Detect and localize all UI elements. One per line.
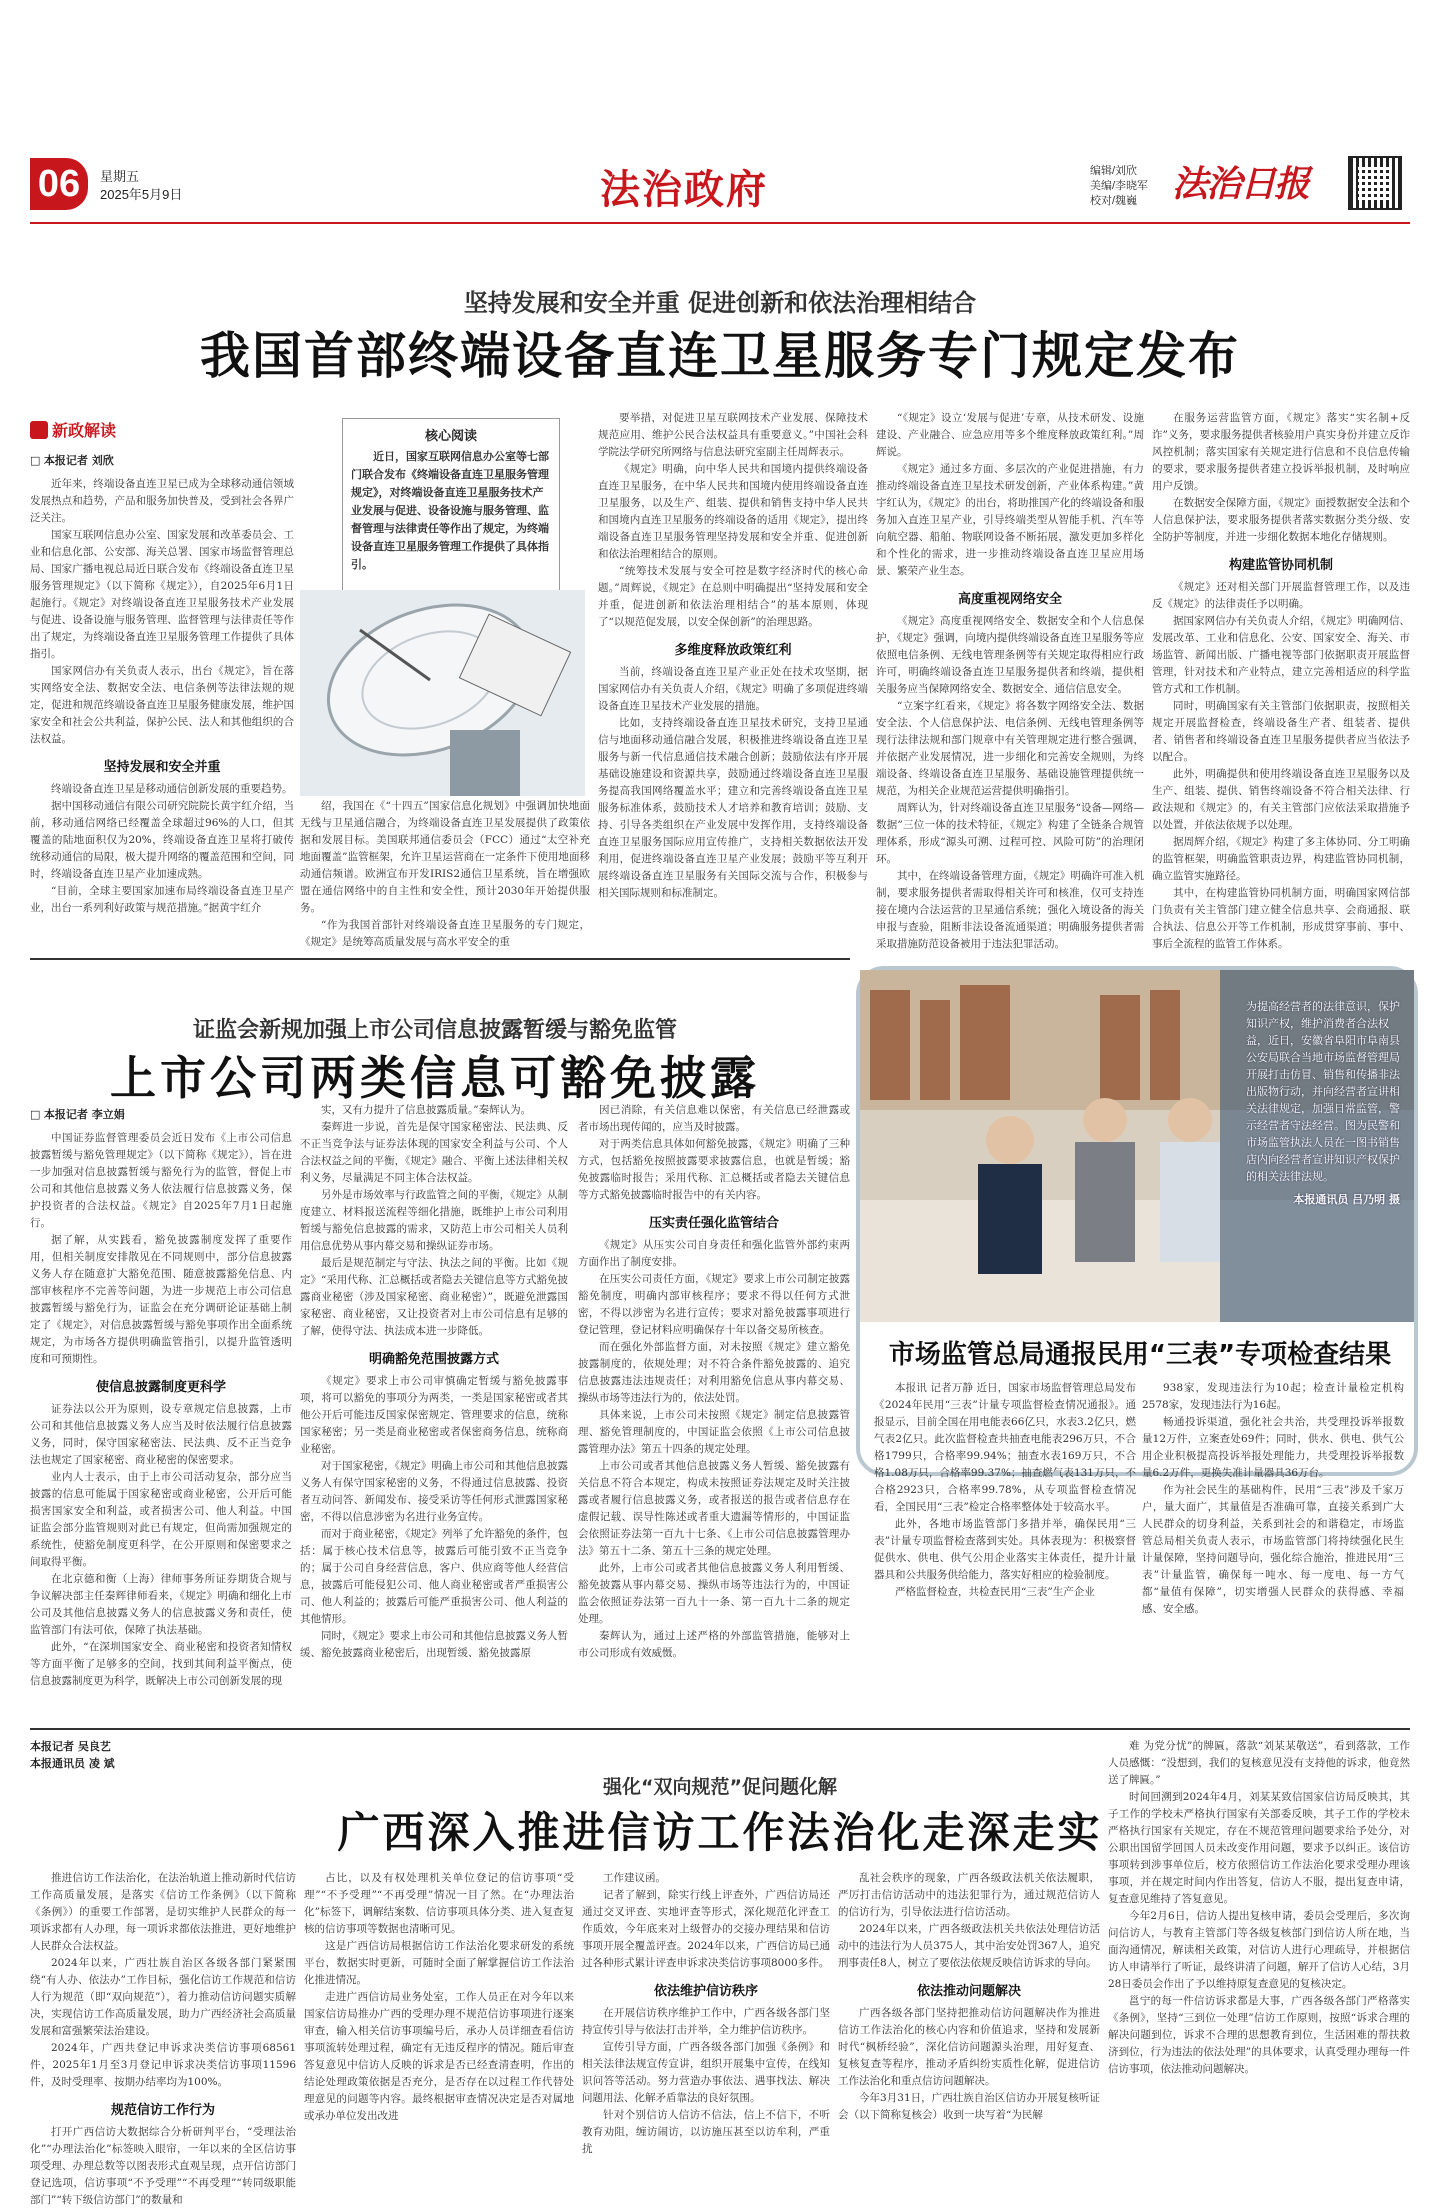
core-reading-title: 核心阅读 [424,429,477,444]
core-reading-text: 近日，国家互联网信息办公室等七部门联合发布《终端设备直连卫星服务管理规定》，对终端设备直连卫星服务技术产业发展与促进、设备设施与服务管理、监督管理与法律责任等作出了规定，为终端设备直连卫星服务管理工作提供了具体指引。 [351,450,549,571]
date: 2025年5月9日 [100,187,183,202]
article4-col3 [582,1870,830,2170]
paragraph: 严格监督检查，共检查民用“三表”生产企业 [895,1586,1095,1598]
paragraph: 在开展信访秩序维护工作中，广西各级各部门坚持宣传引导与依法打击并举，全力维护信访秩序。 [582,2007,830,2036]
paragraph: 在数据安全保障方面，《规定》面授数据安全法和个人信息保护法，要求服务提供者落实数据分类分级、安全防护等制度，并进一步细化数据本地化存储规则。 [1152,497,1410,543]
proofreader: 校对/魏巍 [1090,195,1138,207]
paragraph: 推进信访工作法治化，在法治轨道上推动新时代信访工作高质量发展，是落实《信访工作条例》（以下简称《条例》）的重要工作部署，是切实维护人民群众的每一项诉求都有人办理，每一项诉求都依法推进，更好地维护人民群众合法权益。 [30,1872,296,1952]
masthead-rule [30,222,1410,224]
paragraph: 针对个别信访人信访不信法，信上不信下，不听教育劝阻，缠访闹访，以访施压甚至以访牟利，严重扰 [582,2109,830,2155]
paragraph: 此外，各地市场监管部门多措并举，确保民用“三表”计量专项监督检查落到实处。具体表现为：积极察督促供水、供电、供气公用企业落实主体责任，提升计量器具和公共服务供给能力，落实好相应的检验制度。 [874,1518,1136,1581]
byline: □ 本报记者 李立娟 [30,1106,292,1122]
paragraph: 本报讯 记者万静 近日，国家市场监督管理总局发布《2024年民用“三表”计量专项监督检查情况通报》。通报显示，目前全国在用电能表66亿只，水表3.2亿只，燃气表2亿只。此次监督检查共抽查电能表296万只，不合格1799只，合格率99.94%；抽查水表169万只，不合格1.08万只，合格率99.37%；抽查燃气表131万只，不合格2923只，合格率99.78%，从专项监督检查情况看，全国民用“三表”检定合格率整体处于较高水平。 [874,1382,1136,1513]
paragraph: 近年来，终端设备直连卫星已成为全球移动通信领域发展热点和趋势，产品和服务加快普及，受到社会各界广泛关注。 [30,478,294,524]
paragraph: 上市公司或者其他信息披露义务人暂缓、豁免披露有关信息不符合本规定，构成未按照证券法规定及时关注披露或者履行信息披露义务，或者报送的报告或者信息存在虚假记载、误导性陈述或者重大遗漏等情形的，中国证监会依照证券法第一百九十七条、《上市公司信息披露管理办法》第五十二条、第五十三条的规定处理。 [578,1460,850,1557]
issue-date [100,168,182,204]
paragraph: 938家，发现违法行为10起；检查计量检定机构2578家，发现违法行为16起。 [1142,1382,1404,1411]
paragraph: 难 为党分忧”的牌匾，落款“刘某某敬送”，看到落款，工作人员感慨：“没想到，我们的复核意见没有支持他的诉求，他竟然送了牌匾。” [1108,1740,1410,1786]
column-label-icon [30,421,48,439]
paragraph: 秦辉认为，通过上述严格的外部监管措施，能够对上市公司形成有效威慑。 [578,1630,850,1659]
section-title: 法治政府 [600,167,768,213]
paragraph: 绍，我国在《“十四五”国家信息化规划》中强调加快地面无线与卫星通信融合，为终端设备直连卫星发展提供了政策依据和发展目标。美国联邦通信委员会（FCC）通过“太空补充地面覆盖”监管框架，允许卫星运营商在一定条件下使用地面移动通信频谱。欧洲宣布开发IRIS2通信卫星系统，旨在增强欧盟在通信网络中的自主性和安全性，预计2030年开始提供服务。 [300,800,590,914]
paragraph: 据周辉介绍，《规定》构建了多主体协同、分工明确的监管框架，明确监管职责边界，构建监管协同机制，确立监管实施路径。 [1152,836,1410,882]
paragraph: 宣传引导方面，广西各级各部门加强《条例》和相关法律法规宣传宣讲，组织开展集中宣传，在线知识问答等活动。努力营造办事依法、遇事找法、解决问题用法、化解矛盾靠法的良好氛围。 [582,2041,830,2104]
article2-col2 [300,1102,568,1722]
newspaper-logo: 法治日报 [1172,163,1309,205]
column-label: 新政解读 [30,418,116,441]
paragraph: 在北京德和衡（上海）律师事务所证券期货合规与争议解决部主任秦辉律师看来，《规定》明确和细化上市公司及其他信息披露义务人的信息披露义务和责任，使监管部门有法可依，保障了执法基础。 [30,1573,292,1636]
paragraph: 国家网信办有关负责人表示，出台《规定》，旨在落实网络安全法、数据安全法、电信条例等法律法规的规定，促进和规范终端设备直连卫星服务健康发展，维护国家安全和社会公共利益，保护公民、法人和其他组织的合法权益。 [30,665,294,745]
paragraph: 畅通投诉渠道，强化社会共治，共受理投诉举报数量12万件，立案查处69件；同时，供水、供电、供气公用企业积极提高投诉举报处理能力，共受理投诉举报数量6.2万件，更换失准计量器具36万台。 [1142,1416,1404,1479]
paragraph: 作为社会民生的基础构件，民用“三表”涉及千家万户，量大面广，其量值是否准确可靠，直接关系到广大人民群众的切身利益，关系到社会的和谐稳定，市场监管总局相关负责人表示，市场监管部门将持续强化民生计量保障，坚持问题导向，强化综合施治，推进民用“三表”计量监管，确保每一吨水、每一度电、每一方气都“量值有保障”，切实增强人民群众的获得感、幸福感、安全感。 [1142,1484,1404,1615]
article2-col1 [30,1102,292,1722]
article4-title: 广西深入推进信访工作法治化走深走实 [337,1808,1103,1857]
photo-credit: 本报通讯员 吕乃明 摄 [1293,1193,1400,1206]
subheading: 多维度释放政策红利 [674,643,792,658]
subheading: 规范信访工作行为 [110,2103,215,2118]
paragraph: 最后是规范制定与守法、执法之间的平衡。比如《规定》“采用代称、汇总概括或者隐去关键信息等方式豁免披露商业秘密（涉及国家秘密、商业秘密）”，既避免泄露国家秘密、商业秘密，又让投资者对上市公司信息有足够的了解，使得守法、执法成本进一步降低。 [300,1257,568,1337]
paragraph: 2024年以来，广西壮族自治区各级各部门紧紧围绕“有人办、依法办”工作目标，强化信访工作规范和信访人行为规范（即“双向规范”），着力推动信访问题实质解决，实现信访工作高质量发展，助力广西经济社会高质量发展和富强繁荣法治建设。 [30,1957,296,2037]
article2-subtitle: 证监会新规加强上市公司信息披露暂缓与豁免监管 [192,1018,677,1043]
paragraph: 《规定》明确，向中华人民共和国境内提供终端设备直连卫星服务，在中华人民共和国境内使用终端设备直连卫星服务，以及生产、组装、提供和销售支持中华人民共和国境内直连卫星服务的终端设备的适用《规定》，提出终端设备直连卫星服务管理坚持发展和安全并重、促进创新和依法治理相结合的原则。 [598,463,868,560]
paragraph: 占比，以及有权处理机关单位登记的信访事项“受理”“不予受理”“不再受理”情况一目了然。在“办理法治化”标签下，调解结案数、信访事项具体分类、进入复查复核的信访事项等数据也清晰可见。 [304,1872,574,1935]
paragraph: 打开广西信访大数据综合分析研判平台，“受理法治化”“办理法治化”标签映入眼帘，一年以来的全区信访事项受理、办理总数等以图表形式直观呈现，点开信访部门登记选项，信访事项“不予受理”“不再受理”“转同级职能部门”“转下级信访部门”的数量和 [30,2126,296,2206]
paragraph: 同时，《规定》要求上市公司和其他信息披露义务人暂缓、豁免披露商业秘密后，出现暂缓、豁免披露原 [300,1630,568,1659]
paragraph: 《规定》要求上市公司审慎确定暂缓与豁免披露事项，将可以豁免的事项分为两类，一类是国家秘密或者其他公开后可能违反国家保密规定、管理要求的信息，统称国家秘密；另一类是商业秘密或者保密商务信息，统称商业秘密。 [300,1375,568,1455]
article4-bylines [30,1738,115,1772]
subheading: 依法维护信访秩序 [653,1984,758,1999]
core-reading-box [342,418,560,616]
article1-title: 我国首部终端设备直连卫星服务专门规定发布 [200,327,1240,385]
article4-col4 [838,1870,1100,2170]
paragraph: “统筹技术发展与安全可控是数字经济时代的核心命题。”周辉说，《规定》在总则中明确提出“坚持发展和安全并重，促进创新和依法治理相结合”的基本原则，体现了“以规范促发展，以安全保创新”的治理思路。 [598,565,868,628]
subheading: 坚持发展和安全并重 [103,760,221,775]
designer: 美编/李晓军 [1090,180,1149,192]
paragraph: 对于两类信息具体如何豁免披露，《规定》明确了三种方式，包括豁免按照披露要求披露信息，也就是暂缓；豁免披露临时报告；采用代称、汇总概括或者隐去关键信息等方式豁免披露临时报告中的有关内容。 [578,1138,850,1201]
editor: 编辑/刘欣 [1090,165,1138,177]
paragraph: “目前，全球主要国家加速布局终端设备直连卫星产业，出台一系列利好政策与规范措施。”据黄宇红介 [30,885,294,914]
paragraph: 因已消除，有关信息难以保密，有关信息已经泄露或者市场出现传闻的，应当及时披露。 [578,1104,850,1133]
editor-credits [1090,164,1148,209]
article3-col1 [874,1380,1136,1598]
article4-col2 [304,1870,574,2170]
paragraph: 同时，明确国家有关主管部门依据职责，按照相关规定开展监督检查，终端设备生产者、组装者、提供者、销售者和终端设备直连卫星服务提供者应当依法予以配合。 [1152,700,1410,763]
paragraph: 比如，支持终端设备直连卫星技术研究，支持卫星通信与地面移动通信融合发展，积极推进终端设备直连卫星服务与新一代信息通信技术融合创新；鼓励依法有序开展基础设施建设和资源共享，鼓励通过终端设备直连卫星服务提高我国网络覆盖水平；建立和完善终端设备直连卫星服务标准体系，鼓励技术人才培养和教育培训；鼓励、支持、引导各类组织在产业发展中发挥作用，支持终端设备直连卫星服务国际应用宣传推广，支持相关数据依法开发利用，促进终端设备直连卫星产业发展；鼓励平等互利开展终端设备直连卫星服务有关国际交流与合作，积极参与相关国际规则和标准制定。 [598,717,868,899]
article3-title: 市场监管总局通报民用“三表”专项检查结果 [888,1340,1392,1370]
paragraph: 今年3月31日，广西壮族自治区信访办开展复核听证会（以下简称复核会）收到一块写着“为民解 [838,2092,1100,2121]
paragraph: 国家互联网信息办公室、国家发展和改革委员会、工业和信息化部、公安部、海关总署、国家市场监督管理总局、国家广播电视总局近日联合发布《终端设备直连卫星服务管理规定》（以下简称《规定》），自2025年6月1日起施行。《规定》对终端设备直连卫星服务技术产业发展与促进、设备设施与服务管理、监督管理与法律责任等作出了规定，为终端设备直连卫星服务管理工作提供了具体指引。 [30,529,294,660]
byline: 本报通讯员 凌 斌 [30,1757,115,1770]
paragraph: 其中，在终端设备管理方面，《规定》明确许可准入机制，要求服务提供者需取得相关许可和核准，仅可支持连接在境内合法运营的卫星通信系统；强化入境设备的海关申报与查验，阻断非法设备流通渠道；明确服务提供者需采取措施防范设备被用于违法犯罪活动。 [876,870,1144,950]
satellite-dish-photo [300,590,585,796]
subheading: 依法推动问题解决 [916,1984,1021,1999]
paragraph: 而在强化外部监督方面，对未按照《规定》建立豁免披露制度的，依规处理；对不符合条件豁免披露的、追究信息披露违法违规责任；对利用豁免信息从事内幕交易、操纵市场等违法行为的，依法处罚。 [578,1341,850,1404]
paragraph: 2024年以来，广西各级政法机关共依法处理信访活动中的违法行为人员375人，其中治安处罚367人，追究刑事责任8人，树立了要依法依规反映信访诉求的导向。 [838,1923,1100,1969]
article2-col3 [578,1102,850,1722]
paragraph: 据国家网信办有关负责人介绍，《规定》明确网信、发展改革、工业和信息化、公安、国家安全、海关、市场监管、新闻出版、广播电视等部门依据职责开展监督管理，针对技术和产业特点，建立完善相适应的科学监管方式和工作机制。 [1152,615,1410,695]
paragraph: 据中国移动通信有限公司研究院院长黄宇红介绍，当前，移动通信网络已经覆盖全球超过96%的人口，但其覆盖的陆地面积仅为20%，终端设备直连卫星将打破传统移动通信的局限，极大提升网络的覆盖范围和空间，同时，终端设备直连卫星产业加速成熟。 [30,800,294,880]
page-number: 06 [30,158,88,210]
paragraph: “《规定》设立‘发展与促进’专章，从技术研发、设施建设、产业融合、应急应用等多个维度释放政策红利。”周辉说。 [876,412,1144,458]
paragraph: 业内人士表示，由于上市公司活动复杂，部分应当披露的信息可能属于国家秘密或商业秘密，公开后可能损害国家安全和利益，或者损害公司、他人利益。中国证监会部分监管规则对此已有规定，但尚需加强规定的系统性，使豁免制度更科学，在公开原则和保密要求之间取得平衡。 [30,1471,292,1568]
paragraph: 2024年，广西共登记申诉求决类信访事项68561件，2025年1月至3月登记申诉求决类信访事项11596件，及时受理率、按期办结率均为100%。 [30,2042,296,2088]
article4-subtitle: 强化“双向规范”促问题化解 [603,1776,837,1798]
paragraph: 《规定》还对相关部门开展监督管理工作，以及违反《规定》的法律责任予以明确。 [1152,581,1410,610]
paragraph: 要举措，对促进卫星互联网技术产业发展、保障技术规范应用、维护公民合法权益具有重要意义。”中国社会科学院法学研究所网络与信息法研究室副主任周辉表示。 [598,412,868,458]
paragraph: 邕宁的每一件信访诉求都是大事，广西各级各部门严格落实《条例》，坚持“三到位一处理”信访工作原则，按照“诉求合理的解决问题到位，诉求不合理的思想教育到位，生活困难的帮扶救济到位，行为违法的依法处理”的具体要求，认真受理办理每一件信访事项，依法推动问题解决。 [1108,1995,1410,2075]
paragraph: 《规定》从压实公司自身责任和强化监管外部约束两方面作出了制度安排。 [578,1239,850,1268]
paragraph: 具体来说，上市公司未按照《规定》制定信息披露管理、豁免管理制度的，中国证监会依照《上市公司信息披露管理办法》第五十四条的规定处理。 [578,1409,850,1455]
paragraph: 在压实公司责任方面，《规定》要求上市公司制定披露豁免制度，明确内部审核程序；要求不得以任何方式泄密，不得以涉密为名进行宣传；要求对豁免披露事项进行登记管理，登记材料应明确保存十年以备交易所核查。 [578,1273,850,1336]
paragraph: 其中，在构建监管协同机制方面，明确国家网信部门负责有关主管部门建立健全信息共享、会商通报、联合执法、信息公开等工作机制，形成贯穿事前、事中、事后全流程的监管工作体系。 [1152,887,1410,950]
subheading: 构建监管协同机制 [1228,558,1333,573]
paragraph: 《规定》通过多方面、多层次的产业促进措施，有力推动终端设备直连卫星技术研发创新，产业体系构建。”黄宇红认为，《规定》的出台，将助推国产化的终端设备和服务加入直连卫星产业，引导终端类型从智能手机、汽车等向航空器、船舶、物联网设备不断拓展，激发更加多样化和个性化的需求，进一步推动终端设备直连卫星应用场景、繁荣产业生态。 [876,463,1144,577]
paragraph: 在服务运营监管方面，《规定》落实“实名制+反诈”义务，要求服务提供者核验用户真实身份并建立反诈风控机制；落实国家有关规定进行信息和不良信息传输的要求，要求服务提供者建立投诉举报机制，及时响应用户反馈。 [1152,412,1410,492]
paragraph: 工作建议函。 [603,1872,666,1884]
paragraph: 中国证券监督管理委员会近日发布《上市公司信息披露暂缓与豁免管理规定》（以下简称《规定》），旨在进一步加强对信息披露暂缓与豁免行为的监管，督促上市公司和其他信息披露义务人依法履行信息披露义务，保护投资者的合法权益。《规定》自2025年7月1日起施行。 [30,1132,292,1229]
paragraph: 据了解，从实践看，豁免披露制度发挥了重要作用，但相关制度安排散见在不同规则中，部分信息披露义务人存在随意扩大豁免范围、随意披露豁免信息、内部审核程序不完善等问题，为进一步规范上市公司信息披露暂缓与豁免行为，证监会在充分调研论证基础上制定了《规定》，对信息披露暂缓与豁免事项作出全面系统规定，为市场各方提供明确监管指引，以提升监管透明度和可预期性。 [30,1234,292,1365]
article1-subtitle: 坚持发展和安全并重 促进创新和依法治理相结合 [463,289,977,317]
subheading: 使信息披露制度更科学 [95,1380,226,1395]
byline: 本报记者 吴良艺 [30,1740,111,1753]
subheading: 压实责任强化监管结合 [648,1216,779,1231]
paragraph: 终端设备直连卫星是移动通信创新发展的重要趋势。 [51,783,293,795]
byline: □ 本报记者 刘欣 [30,452,294,468]
paragraph: 这是广西信访局根据信访工作法治化要求研发的系统平台，数据实时更新，可随时全面了解掌握信访工作法治化推进情况。 [304,1940,574,1986]
article3-col2 [1142,1380,1404,1615]
paragraph: 时间回溯到2024年4月，刘某某致信国家信访局反映其，其子工作的学校未严格执行国家有关部委反映，其子工作的学校未严格执行国家有关规定，存在不规范管理问题要求给予处分，对公职出国留学回国人员未改变作用问题，要求予以纠正。该信访事项转到涉事单位后，校方依照信访工作法治化要求受理办理该事项，并在规定时间内作出答复，信访人不服，提出复查申请，复查意见维持了答复意见。 [1108,1791,1410,1905]
article4-col1 [30,1870,296,2206]
paragraph: 秦辉进一步说，首先是保守国家秘密法、民法典、反不正当竞争法与证券法体现的国家安全利益与公司、个人合法权益之间的平衡，《规定》融合、平衡上述法律相关权利义务，尽量满足不同主体合法权益。 [300,1121,568,1184]
paragraph: 今年2月6日，信访人提出复核申请，委员会受理后，多次询问信访人，与教育主管部门等各级复核部门到信访人所在地，当面沟通情况，解读相关政策，对信访人进行心理疏导，并根据信访人申请举行了听证，最终讲清了问题，解开了信访人心结，3月28日委员会作出了予以维持原复查意见的复核决定。 [1108,1910,1410,1990]
paragraph: 乱社会秩序的现象，广西各级政法机关依法履职，严厉打击信访活动中的违法犯罪行为，通过规范信访人的信访行为，引导依法进行信访活动。 [838,1872,1100,1918]
article2-title: 上市公司两类信息可豁免披露 [110,1051,760,1105]
paragraph: 另外是市场效率与行政监管之间的平衡，《规定》从制度建立、材料报送流程等细化措施，既维护上市公司利用暂缓与豁免信息披露的需求，又防范上市公司相关人员利用信息优势从事内幕交易和操纵证券市场。 [300,1189,568,1252]
paragraph: 《规定》高度重视网络安全、数据安全和个人信息保护，《规定》强调，向境内提供终端设备直连卫星服务等应依照电信条例、无线电管理条例等有关规定取得相应行政许可，明确终端设备直连卫星服务提供者和终端，提供相关服务应当保障网络安全、数据安全、通信信息安全。 [876,615,1144,695]
paragraph: 此外，明确提供和使用终端设备直连卫星服务以及生产、组装、提供、销售终端设备不符合相关法律、行政法规和《规定》的，有关主管部门应依法采取措施予以处置，并依法依规予以处理。 [1152,768,1410,831]
weekday: 星期五 [100,169,140,184]
paragraph: 记者了解到，除实行线上评查外，广西信访局还通过交叉评查、实地评查等形式，深化规范化评查工作质效，今年底来对上级督办的交接办理结果和信访事项开展全覆盖评查。2024年以来，广西信访局已通过各种形式累计评查申诉求决类信访事项8000多件。 [582,1889,830,1969]
divider [30,958,850,960]
article4-col5 [1108,1738,1410,2170]
paragraph: 周辉认为，针对终端设备直连卫星服务“设备—网络—数据”三位一体的技术特征，《规定》构建了全链条合规管理体系，形成“源头可溯、过程可控、风险可防”的治理闭环。 [876,802,1144,865]
qr-code-icon [1348,156,1402,210]
paragraph: 实，又有力提升了信息披露质量。”秦辉认为。 [321,1104,532,1116]
paragraph: “作为我国首部针对终端设备直连卫星服务的专门规定，《规定》是统筹高质量发展与高水平安全的重 [300,919,590,948]
masthead [30,158,1410,220]
subheading: 明确豁免范围披露方式 [368,1352,499,1367]
paragraph: 证券法以公开为原则，设专章规定信息披露，上市公司和其他信息披露义务人应当及时依法履行信息披露义务，同时，保守国家秘密法、民法典、反不正当竞争法也规定了国家秘密、商业秘密的保密要求。 [30,1403,292,1466]
paragraph: 对于国家秘密，《规定》明确上市公司和其他信息披露义务人有保守国家秘密的义务，不得通过信息披露、投资者互动问答、新闻发布、接受采访等任何形式泄露国家秘密，不得以信息涉密为名进行业务宣传。 [300,1460,568,1523]
paragraph: 走进广西信访局业务处室，工作人员正在对今年以来国家信访局推办广西的受理办理不规范信访事项进行逐案审查，输入相关信访事项编号后，承办人员详细查看信访事项流转处理过程，确定有无违反程序的情况。随后审查答复意见中信访人反映的诉求是否已经查清查明，作出的结论处理政策依据是否充分，是否存在以过程工作代替处理意见的问题等内容。最终根据审查情况决定是否对属地或承办单位发出改进 [304,1991,574,2122]
photo-caption: 为提高经营者的法律意识，保护知识产权，维护消费者合法权益，近日，安徽省阜阳市阜南县公安局联合当地市场监督管理局开展打击仿冒、销售和传播非法出版物行动，并向经营者宣讲相关法律规定，加强日常监管，警示经营者守法经营。图为民警和市场监管执法人员在一图书销售店内向经营者宣讲知识产权保护的相关法律法规。 本报通讯员 吕乃明 摄 [1246,1000,1400,1206]
paragraph: 此外，“在深圳国家安全、商业秘密和投资者知情权等方面平衡了足够多的空间，找到其间利益平衡点，使信息披露制度更为科学，既解决上市公司创新发展的现 [30,1641,292,1687]
paragraph: 而对于商业秘密，《规定》列举了允许豁免的条件，包括：属于核心技术信息等，披露后可能引致不正当竞争的；属于公司自身经营信息，客户、供应商等他人经营信息，披露后可能侵犯公司、他人商业秘密或者严重损害公司、他人利益的；披露后可能严重损害公司、他人利益的其他情形。 [300,1528,568,1625]
paragraph: 此外，上市公司或者其他信息披露义务人利用暂缓、豁免披露从事内幕交易、操纵市场等违法行为的，中国证监会依照证券法第一百九十一条、第一百九十二条的规定处理。 [578,1562,850,1625]
paragraph: “立案字红看来，《规定》将各数字网络安全法、数据安全法、个人信息保护法、电信条例、无线电管理条例等现行法律法规和部门规章中有关管理规定进行整合强调，并依据产业发展情况，进一步细化和完善安全规则，为终端设备、终端设备直连卫星服务、基础设施管理提供统一规范，为相关企业规范运营提供明确指引。 [876,700,1144,797]
subheading: 高度重视网络安全 [957,592,1062,607]
paragraph: 广西各级各部门坚持把推动信访问题解决作为推进信访工作法治化的核心内容和价值追求，坚持和发展新时代“枫桥经验”，深化信访问题源头治理，用好复查、复核复查等程序，推动矛盾纠纷实质性化解，促进信访工作法治化和重点信访问题解决。 [838,2007,1100,2087]
paragraph: 当前，终端设备直连卫星产业正处在技术攻坚期，据国家网信办有关负责人介绍，《规定》明确了多项促进终端设备直连卫星技术产业发展的措施。 [598,666,868,712]
photo-news-box [856,966,1418,1615]
